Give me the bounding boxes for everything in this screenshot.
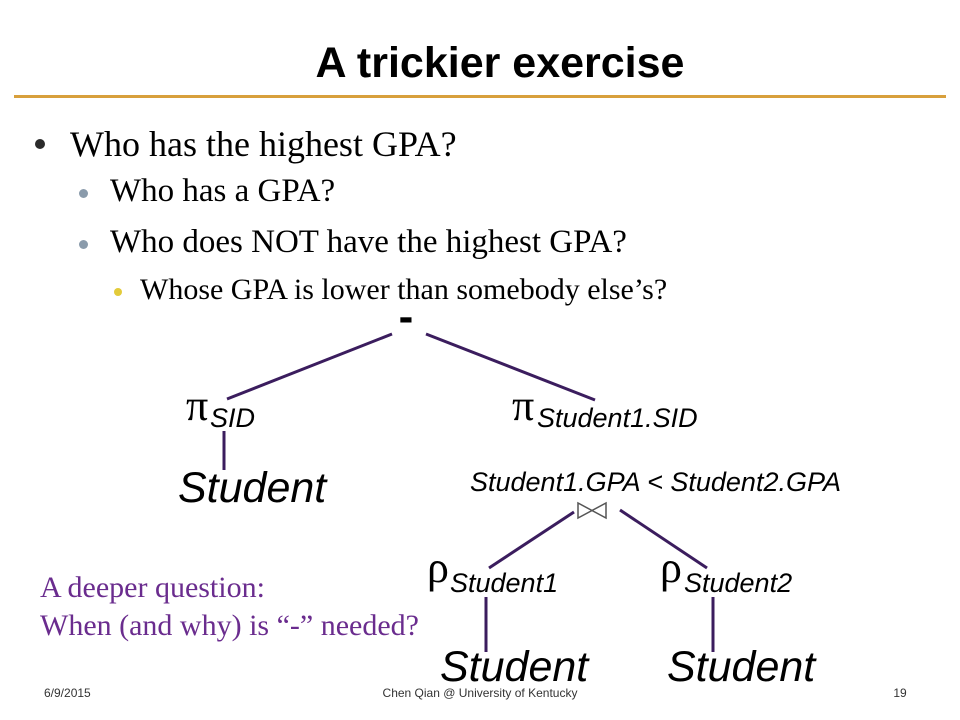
footer-author: Chen Qian @ University of Kentucky xyxy=(382,686,578,700)
tree-edge xyxy=(227,334,392,399)
rename-symbol: ρ xyxy=(660,543,682,592)
projection-symbol: π xyxy=(512,381,535,430)
footer-date: 6/9/2015 xyxy=(44,686,91,700)
projection-subscript: SID xyxy=(210,403,256,433)
tree-edge xyxy=(489,512,574,568)
projection-symbol: π xyxy=(186,381,209,430)
relation-label: Student xyxy=(440,643,589,691)
bullet-text: Who has a GPA? xyxy=(110,173,336,209)
projection-subscript: Student1.SID xyxy=(537,403,698,433)
rename-subscript: Student2 xyxy=(684,568,793,598)
rename-subscript: Student1 xyxy=(450,568,559,598)
relation-label: Student xyxy=(178,464,327,512)
join-condition: Student1.GPA < Student2.GPA xyxy=(470,467,841,497)
note-line: When (and why) is “-” needed? xyxy=(40,609,419,642)
relation-label: Student xyxy=(667,643,816,691)
bowtie-join-icon xyxy=(578,503,606,518)
note-line: A deeper question: xyxy=(40,571,265,604)
bullet-text: Whose GPA is lower than somebody else’s? xyxy=(140,273,668,306)
bullet-text: Who does NOT have the highest GPA? xyxy=(110,224,627,260)
slide-title: A trickier exercise xyxy=(315,39,685,87)
rename-symbol: ρ xyxy=(427,543,449,592)
tree-edge xyxy=(426,334,595,400)
bullet-text: Who has the highest GPA? xyxy=(70,124,457,164)
footer-page-number: 19 xyxy=(893,686,907,700)
difference-operator: - xyxy=(398,292,414,341)
